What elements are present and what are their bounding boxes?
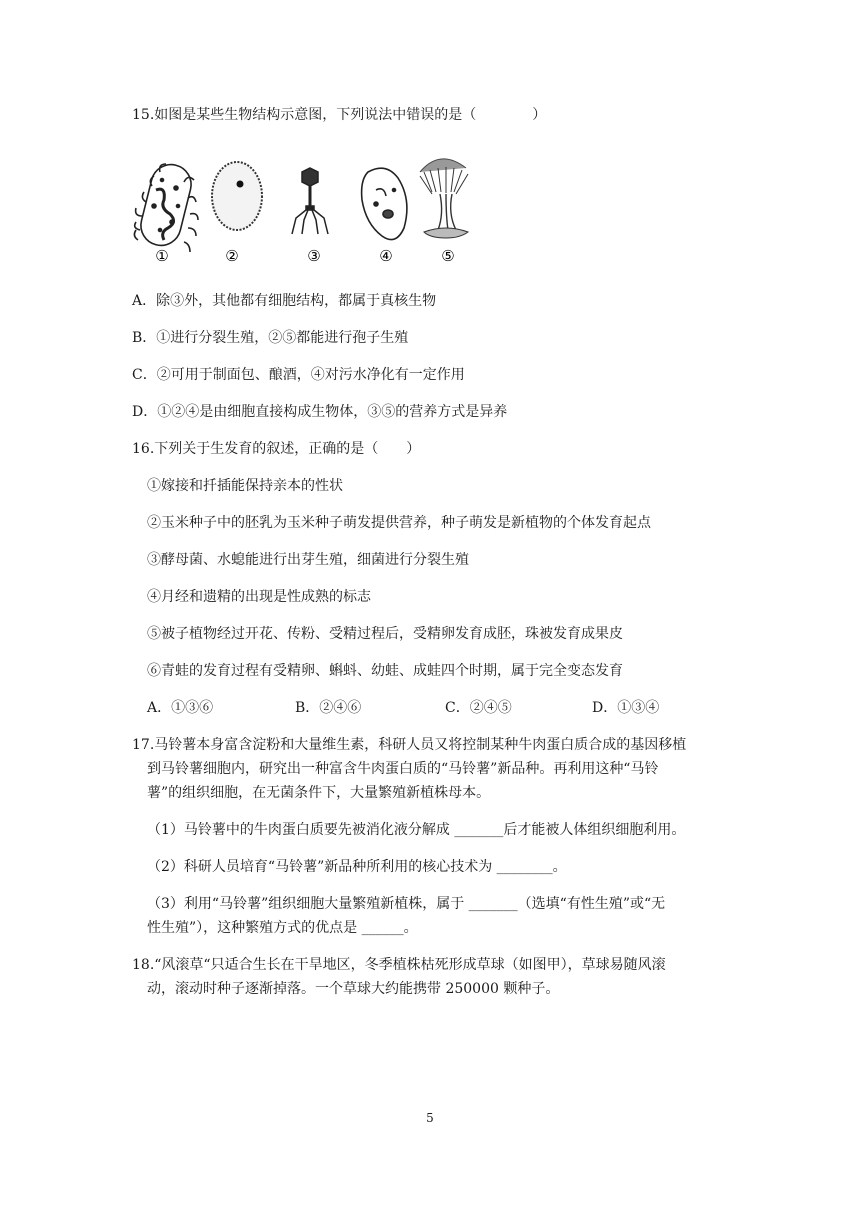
organism-figure-svg bbox=[132, 150, 482, 268]
q17-stem-line3: 薯”的组织细胞，在无菌条件下，大量繁殖新植株母本。 bbox=[147, 785, 491, 801]
figure-label-2: ② bbox=[225, 247, 239, 265]
bacteriophage-icon bbox=[292, 168, 328, 234]
q16-option-a: A．①③⑥ bbox=[147, 700, 214, 716]
q17-sub1: （1）马铃薯中的牛肉蛋白质要先被消化液分解成 _______后才能被人体组织细胞利用。 bbox=[147, 822, 686, 838]
q15-option-a: A．除③外，其他都有细胞结构，都属于真核生物 bbox=[132, 293, 437, 309]
q15-stem: 15.如图是某些生物结构示意图，下列说法中错误的是（ ） bbox=[132, 107, 547, 123]
q17-sub3-line2: 性生殖”），这种繁殖方式的优点是 ______。 bbox=[147, 920, 418, 936]
protozoan-icon bbox=[362, 168, 407, 239]
page-number: 5 bbox=[426, 1111, 434, 1125]
figure-label-3: ③ bbox=[307, 247, 321, 265]
q15-option-b: B．①进行分裂生殖，②⑤都能进行孢子生殖 bbox=[132, 330, 409, 346]
q16-stem: 16.下列关于生发育的叙述，正确的是（ ） bbox=[132, 441, 421, 457]
figure-label-1: ① bbox=[155, 247, 169, 265]
q16-option-b: B．②④⑥ bbox=[295, 700, 362, 716]
q17-stem-line1: 17.马铃薯本身富含淀粉和大量维生素，科研人员又将控制某种牛肉蛋白质合成的基因移植 bbox=[132, 737, 687, 753]
q17-sub3-line1: （3）利用“马铃薯”组织细胞大量繁殖新植株，属于 _______（选填“有性生殖”或“无 bbox=[147, 896, 666, 912]
bacterium-icon bbox=[134, 160, 198, 252]
figure-label-5: ⑤ bbox=[441, 247, 455, 265]
q15-option-d: D．①②④是由细胞直接构成生物体，③⑤的营养方式是异养 bbox=[132, 404, 508, 420]
q18-line1: 18.“风滚草“只适合生长在干旱地区，冬季植株枯死形成草球（如图甲），草球易随风滚 bbox=[132, 957, 666, 973]
q18-line2: 动，滚动时种子逐渐掉落。一个草球大约能携带 250000 颗种子。 bbox=[147, 981, 560, 997]
q16-statement-5: ⑤被子植物经过开花、传粉、受精过程后，受精卵发育成胚，珠被发育成果皮 bbox=[147, 626, 623, 642]
q16-statement-4: ④月经和遗精的出现是性成熟的标志 bbox=[147, 589, 371, 605]
q16-statement-2: ②玉米种子中的胚乳为玉米种子萌发提供营养，种子萌发是新植物的个体发育起点 bbox=[147, 515, 651, 531]
q16-statement-6: ⑥青蛙的发育过程有受精卵、蝌蚪、幼蛙、成蛙四个时期，属于完全变态发育 bbox=[147, 663, 623, 679]
q16-statement-1: ①嫁接和扦插能保持亲本的性状 bbox=[147, 478, 343, 494]
figure-label-4: ④ bbox=[379, 247, 393, 265]
q15-option-c: C．②可用于制面包、酿酒，④对污水净化有一定作用 bbox=[132, 367, 465, 383]
organism-structures-figure bbox=[132, 150, 482, 268]
mold-icon bbox=[420, 159, 468, 238]
q16-option-d: D．①③④ bbox=[592, 700, 660, 716]
yeast-icon bbox=[212, 162, 262, 230]
q17-sub2: （2）科研人员培育“马铃薯”新品种所利用的核心技术为 ________。 bbox=[147, 859, 567, 875]
q16-option-c: C．②④⑤ bbox=[445, 700, 512, 716]
q17-stem-line2: 到马铃薯细胞内，研究出一种富含牛肉蛋白质的“马铃薯”新品种。再利用这种“马铃 bbox=[147, 761, 659, 777]
q16-statement-3: ③酵母菌、水螅能进行出芽生殖，细菌进行分裂生殖 bbox=[147, 552, 469, 568]
